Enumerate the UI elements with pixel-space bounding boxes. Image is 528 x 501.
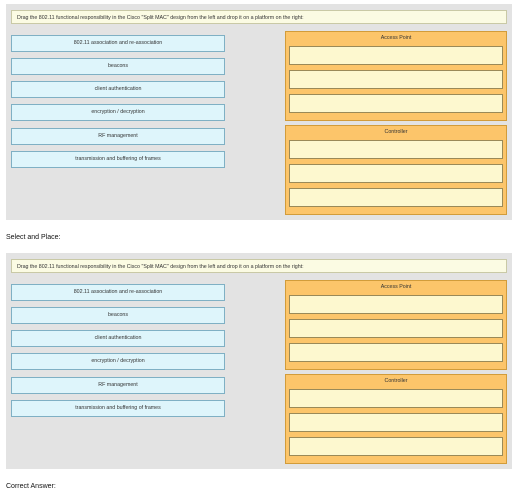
draggable-item[interactable]: 802.11 association and re-association <box>11 284 225 301</box>
drop-slot[interactable] <box>289 295 503 314</box>
instruction-text: Drag the 802.11 functional responsibility in the Cisco "Split MAC" design from the left and drop it on a platform on the right: <box>11 10 507 24</box>
drop-slot[interactable] <box>289 413 503 432</box>
controller-target <box>285 374 507 464</box>
draggable-item[interactable]: RF management <box>11 377 225 394</box>
target-title: Controller <box>384 129 408 135</box>
drop-slot[interactable] <box>289 343 503 362</box>
target-title: Access Point <box>380 35 412 41</box>
draggable-item[interactable]: transmission and buffering of frames <box>11 400 225 417</box>
drop-slot[interactable] <box>289 188 503 207</box>
drop-slot[interactable] <box>289 94 503 113</box>
drag-drop-panel-2 <box>6 253 512 469</box>
access-point-target <box>285 280 507 370</box>
drop-slot[interactable] <box>289 46 503 65</box>
caption-select-and-place: Select and Place: <box>6 234 61 241</box>
drop-slot[interactable] <box>289 437 503 456</box>
draggable-item[interactable]: 802.11 association and re-association <box>11 35 225 52</box>
drop-slot[interactable] <box>289 70 503 89</box>
draggable-item[interactable]: encryption / decryption <box>11 104 225 121</box>
instruction-text: Drag the 802.11 functional responsibility in the Cisco "Split MAC" design from the left and drop it on a platform on the right: <box>11 259 507 273</box>
draggable-item[interactable]: RF management <box>11 128 225 145</box>
target-title: Controller <box>384 378 408 384</box>
target-title: Access Point <box>380 284 412 290</box>
drop-slot[interactable] <box>289 319 503 338</box>
drop-slot[interactable] <box>289 389 503 408</box>
drop-slot[interactable] <box>289 164 503 183</box>
drag-drop-panel-1 <box>6 4 512 220</box>
controller-target <box>285 125 507 215</box>
draggable-item[interactable]: client authentication <box>11 330 225 347</box>
caption-correct-answer: Correct Answer: <box>6 483 56 490</box>
draggable-item[interactable]: encryption / decryption <box>11 353 225 370</box>
draggable-item[interactable]: beacons <box>11 58 225 75</box>
draggable-item[interactable]: beacons <box>11 307 225 324</box>
drop-slot[interactable] <box>289 140 503 159</box>
access-point-target <box>285 31 507 121</box>
draggable-item[interactable]: transmission and buffering of frames <box>11 151 225 168</box>
draggable-item[interactable]: client authentication <box>11 81 225 98</box>
